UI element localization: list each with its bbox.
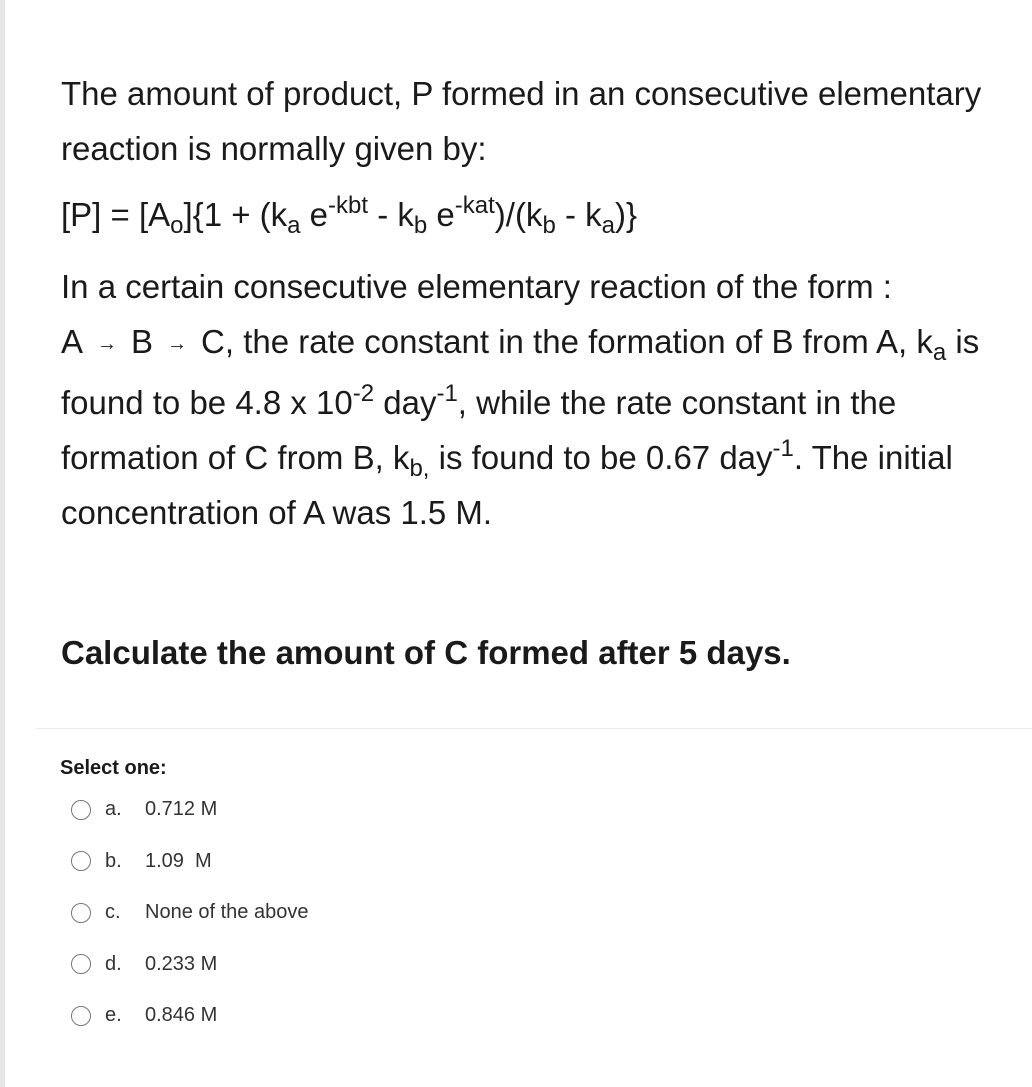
description-text: day (374, 384, 437, 421)
formula-subscript: b (413, 212, 428, 239)
option-letter: c. (105, 901, 121, 924)
answer-options (71, 784, 308, 1042)
reaction-description (61, 259, 1021, 540)
species-a: A (61, 323, 84, 360)
select-one-label: Select one: (60, 757, 167, 779)
description-text: . The initial concentration of A was 1.5 M. (61, 439, 953, 531)
radio-button-a[interactable] (71, 800, 91, 820)
arrow-right-icon: → (167, 333, 188, 355)
description-text: is found to be 4.8 x 10 (61, 323, 980, 421)
option-text: None of the above (145, 901, 309, 924)
species-b: B (131, 323, 154, 360)
formula-superscript: -kat (454, 192, 495, 219)
arrow-right-icon: → (97, 333, 118, 355)
formula-part: )/(k (494, 196, 543, 233)
section-divider (35, 728, 1032, 729)
formula-subscript: a (601, 212, 615, 239)
formula-part: e (300, 196, 329, 233)
radio-button-b[interactable] (71, 851, 91, 871)
unit-superscript: -1 (436, 380, 458, 407)
description-text: C, the rate constant in the formation of B from A, k (201, 323, 933, 360)
formula-subscript: o (170, 212, 184, 239)
formula-subscript: b (542, 212, 556, 239)
rate-constant-subscript: b, (409, 455, 430, 482)
question-text (61, 66, 1021, 540)
radio-button-d[interactable] (71, 954, 91, 974)
product-formula (61, 187, 1021, 242)
description-text: is found to be 0.67 day (429, 439, 773, 476)
formula-part: - k (368, 196, 414, 233)
rate-constant-subscript: a (932, 339, 947, 366)
exponent-superscript: -2 (352, 380, 375, 407)
option-text: 0.233 M (145, 952, 218, 975)
formula-part: - k (555, 196, 602, 233)
formula-part: [P] = [A (61, 196, 171, 233)
question-prompt: Calculate the amount of C formed after 5 days. (61, 634, 791, 671)
option-text: 0.712 M (145, 798, 218, 821)
option-text: 0.846 M (145, 1004, 218, 1027)
option-letter: a. (105, 798, 122, 821)
option-letter: e. (105, 1004, 122, 1027)
formula-superscript: -kbt (328, 192, 369, 219)
answer-option-b[interactable] (71, 836, 308, 888)
formula-subscript: a (287, 212, 301, 239)
radio-button-c[interactable] (71, 903, 91, 923)
description-text: In a certain consecutive elementary reaction of the form : (61, 268, 892, 305)
option-text: 1.09 M (145, 849, 212, 872)
formula-part: ]{1 + (k (183, 196, 288, 233)
option-letter: d. (105, 952, 122, 975)
question-intro: The amount of product, P formed in an consecutive elementary reaction is normally given by: (61, 75, 982, 167)
answer-option-d[interactable] (71, 939, 308, 991)
formula-part: e (427, 196, 455, 233)
formula-part: )} (614, 196, 637, 233)
answer-option-e[interactable] (71, 990, 308, 1042)
option-letter: b. (105, 849, 122, 872)
radio-button-e[interactable] (71, 1006, 91, 1026)
answer-option-c[interactable] (71, 887, 308, 939)
description-text: , while the rate constant in the formation of C from B, k (61, 384, 897, 476)
unit-superscript: -1 (772, 435, 794, 462)
answer-option-a[interactable] (71, 784, 308, 836)
